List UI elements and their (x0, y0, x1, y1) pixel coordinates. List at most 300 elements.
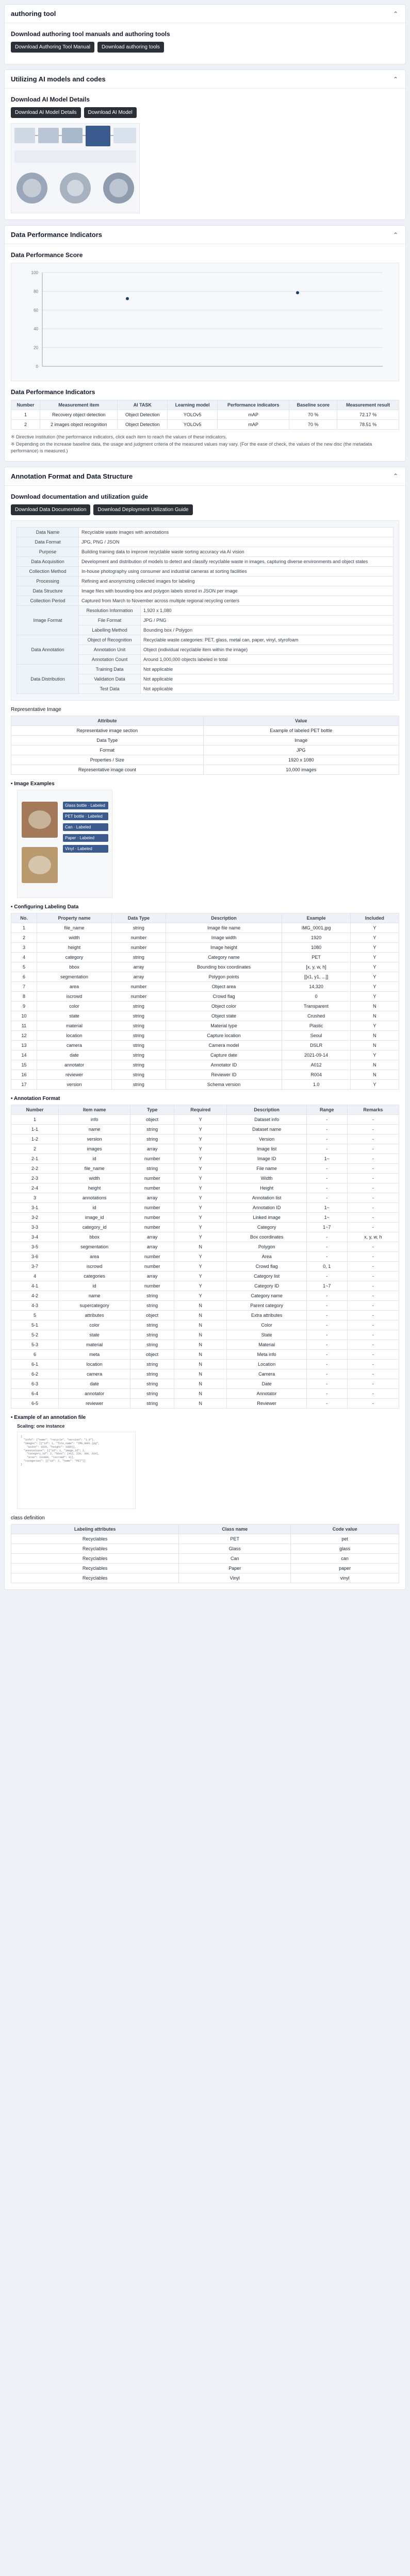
data-profile-label: Data Name (17, 527, 79, 537)
config-cell: 4 (11, 952, 37, 962)
annot-cell: string (130, 1330, 174, 1340)
annot-cell: 4-3 (11, 1300, 59, 1310)
annot-row (11, 1193, 399, 1202)
config-cell: 13 (11, 1040, 37, 1050)
annot-cell: - (306, 1310, 347, 1320)
annot-cell: - (306, 1183, 347, 1193)
annot-cell: Area (227, 1251, 307, 1261)
annot-cell: 1~ (306, 1202, 347, 1212)
annot-cell: string (130, 1379, 174, 1388)
data-profile-value: Recyclable waste images with annotations (79, 527, 393, 537)
annot-cell: - (347, 1144, 399, 1154)
annot-row (11, 1183, 399, 1193)
annot-cell: number (130, 1154, 174, 1163)
config-row (11, 923, 399, 933)
annot-cell: number (130, 1281, 174, 1291)
annot-cell: number (130, 1261, 174, 1271)
config-cell: Y (350, 1021, 399, 1030)
data-profile-sub-label: Training Data (79, 664, 141, 674)
class-cell: Recyclables (11, 1563, 179, 1573)
class-cell: vinyl (291, 1573, 399, 1583)
annot-cell: - (306, 1359, 347, 1369)
data-profile-value: Image files with bounding-box and polygon labels stored in JSON per image (79, 586, 393, 596)
data-profile-sub-value: Not applicable (141, 664, 393, 674)
data-profile-row (17, 605, 393, 615)
annot-row (11, 1369, 399, 1379)
annot-cell: N (174, 1379, 227, 1388)
annot-row (11, 1340, 399, 1349)
config-header-0: No. (11, 913, 37, 923)
annot-row (11, 1398, 399, 1408)
annot-cell: annotations (59, 1193, 130, 1202)
annot-cell: - (347, 1281, 399, 1291)
annot-cell: string (130, 1369, 174, 1379)
annot-cell: Category list (227, 1271, 307, 1281)
class-header-2: Code value (291, 1524, 399, 1534)
annot-cell: string (130, 1300, 174, 1310)
data-profile-sub-value: Around 1,000,000 objects labeled in total (141, 654, 393, 664)
annot-cell: State (227, 1330, 307, 1340)
y-tick-label: 100 (31, 270, 38, 275)
config-cell: Object area (166, 981, 282, 991)
chevron-up-icon[interactable]: ⌃ (392, 231, 399, 239)
config-cell: 12 (11, 1030, 37, 1040)
annot-cell: x, y, w, h (347, 1232, 399, 1242)
config-cell: array (112, 972, 166, 981)
annot-cell: - (347, 1359, 399, 1369)
annot-row (11, 1202, 399, 1212)
config-cell: string (112, 1030, 166, 1040)
annot-cell: File name (227, 1163, 307, 1173)
config-cell: 3 (11, 942, 37, 952)
annot-cell: N (174, 1388, 227, 1398)
data-profile-sub-label: Test Data (79, 684, 141, 693)
annot-cell: 4 (11, 1271, 59, 1281)
config-cell: Transparent (282, 1001, 350, 1011)
annot-cell: array (130, 1232, 174, 1242)
config-cell: Capture date (166, 1050, 282, 1060)
perf-cell: Object Detection (118, 420, 168, 430)
data-profile-label: Data Structure (17, 586, 79, 596)
annot-cell: Location (227, 1359, 307, 1369)
config-cell: 1080 (282, 942, 350, 952)
annot-cell: 1~7 (306, 1281, 347, 1291)
authoring-tool-panel (4, 4, 406, 64)
rep-row (11, 765, 399, 774)
annot-cell: 3-6 (11, 1251, 59, 1261)
annot-cell: Y (174, 1222, 227, 1232)
y-tick-label: 80 (34, 289, 38, 294)
class-row (11, 1573, 399, 1583)
class-cell: Paper (179, 1563, 291, 1573)
annot-row (11, 1173, 399, 1183)
annot-cell: Width (227, 1173, 307, 1183)
annot-cell: annotator (59, 1388, 130, 1398)
data-profile-row (17, 566, 393, 576)
config-row (11, 933, 399, 942)
annot-cell: - (347, 1320, 399, 1330)
config-cell: Seoul (282, 1030, 350, 1040)
annotation-header[interactable] (5, 467, 405, 486)
annot-cell: image_id (59, 1212, 130, 1222)
config-cell: string (112, 1040, 166, 1050)
annot-header-4: Description (227, 1105, 307, 1114)
model-diagram-graphic (11, 124, 139, 213)
config-cell: Image file name (166, 923, 282, 933)
data-profile-row (17, 547, 393, 556)
performance-panel (4, 225, 406, 462)
annot-cell: - (347, 1310, 399, 1320)
download-documentation-button[interactable]: Download Data Documentation (11, 504, 90, 515)
annot-cell: 3-4 (11, 1232, 59, 1242)
annot-cell: 6-1 (11, 1359, 59, 1369)
image-examples-label: • Image Examples (11, 781, 55, 787)
config-cell: 1 (11, 923, 37, 933)
annot-cell: Dataset info (227, 1114, 307, 1124)
chart-title: Data Performance Score (11, 251, 83, 259)
config-cell: string (112, 1021, 166, 1030)
annot-cell: number (130, 1251, 174, 1261)
data-profile-value: In-house photography using consumer and industrial cameras at sorting facilities (79, 566, 393, 576)
annot-cell: Category name (227, 1291, 307, 1300)
config-cell: 1920 (282, 933, 350, 942)
perf-header-2: AI TASK (118, 400, 168, 410)
config-cell: category (37, 952, 111, 962)
class-row (11, 1563, 399, 1573)
annot-cell: string (130, 1340, 174, 1349)
annot-cell: 0, 1 (306, 1261, 347, 1271)
annot-cell: - (347, 1173, 399, 1183)
chevron-up-icon[interactable]: ⌃ (392, 75, 399, 83)
rep-cell: JPG (203, 745, 399, 755)
example-tag: PET bottle · Labeled (63, 812, 108, 820)
representative-label: Representative Image (11, 706, 61, 713)
annot-header-1: Item name (59, 1105, 130, 1114)
annot-cell: - (306, 1340, 347, 1349)
example-tag: Vinyl · Labeled (63, 845, 108, 853)
annot-cell: string (130, 1124, 174, 1134)
download-ai-details-button[interactable]: Download AI Model Details (11, 107, 81, 118)
perf-table-title: Data Performance Indicators (11, 388, 95, 396)
config-cell: string (112, 1060, 166, 1070)
performance-title: Data Performance Indicators (11, 231, 103, 239)
annot-cell: - (306, 1379, 347, 1388)
annot-cell: Y (174, 1173, 227, 1183)
perf-cell: 72.17 % (337, 410, 399, 420)
perf-cell: mAP (218, 420, 289, 430)
config-cell: Y (350, 991, 399, 1001)
config-cell: N (350, 1011, 399, 1021)
config-row (11, 962, 399, 972)
download-manual-button[interactable]: Download Authoring Tool Manual (11, 42, 94, 53)
annot-cell: N (174, 1242, 227, 1251)
data-profile-label: Collection Period (17, 596, 79, 605)
config-cell: Object state (166, 1011, 282, 1021)
performance-chart (11, 263, 399, 381)
data-profile-row (17, 586, 393, 596)
config-cell: string (112, 1011, 166, 1021)
config-cell: string (112, 1001, 166, 1011)
rep-header-1: Value (203, 716, 399, 725)
config-cell: 2 (11, 933, 37, 942)
annot-cell: - (347, 1114, 399, 1124)
download-ai-model-button[interactable]: Download AI Model (84, 107, 137, 118)
annot-cell: Polygon (227, 1242, 307, 1251)
config-cell: 15 (11, 1060, 37, 1070)
config-cell: color (37, 1001, 111, 1011)
annot-cell: - (306, 1369, 347, 1379)
data-profile-row (17, 527, 393, 537)
annot-row (11, 1124, 399, 1134)
authoring-tool-subtitle: Download authoring tool manuals and authoring tools (11, 30, 170, 38)
annot-cell: 4-1 (11, 1281, 59, 1291)
config-cell: camera (37, 1040, 111, 1050)
data-profile-sub-label: Annotation Count (79, 654, 141, 664)
annot-cell: Height (227, 1183, 307, 1193)
annot-row (11, 1271, 399, 1281)
annot-row (11, 1251, 399, 1261)
annot-cell: N (174, 1349, 227, 1359)
config-cell: Crushed (282, 1011, 350, 1021)
config-row (11, 991, 399, 1001)
class-cell: PET (179, 1534, 291, 1544)
config-row (11, 1040, 399, 1050)
example-sub: Scaling: one instance (17, 1423, 65, 1429)
annot-row (11, 1330, 399, 1340)
config-cell: 6 (11, 972, 37, 981)
download-guide-button[interactable]: Download Deployment Utilization Guide (93, 504, 192, 515)
config-cell: 1.0 (282, 1079, 350, 1089)
annot-cell: - (347, 1193, 399, 1202)
config-cell: Y (350, 972, 399, 981)
annot-cell: Y (174, 1183, 227, 1193)
config-cell: date (37, 1050, 111, 1060)
data-profile-label: Data Format (17, 537, 79, 547)
annotation-panel (4, 467, 406, 1590)
config-cell: N (350, 1030, 399, 1040)
annot-cell: N (174, 1369, 227, 1379)
annot-cell: - (347, 1340, 399, 1349)
config-cell: DSLR (282, 1040, 350, 1050)
annot-cell: 2 (11, 1144, 59, 1154)
annotation-format-table (11, 1105, 399, 1409)
annot-cell: - (306, 1349, 347, 1359)
annot-cell: Crowd flag (227, 1261, 307, 1271)
annot-cell: string (130, 1359, 174, 1369)
ai-model-diagram (11, 123, 140, 213)
annot-cell: images (59, 1144, 130, 1154)
perf-header-1: Measurement item (40, 400, 118, 410)
annot-cell: array (130, 1271, 174, 1281)
annot-cell: file_name (59, 1163, 130, 1173)
annot-cell: version (59, 1134, 130, 1144)
config-row (11, 1070, 399, 1079)
data-profile-row (17, 596, 393, 605)
annot-cell: 2-3 (11, 1173, 59, 1183)
annot-row (11, 1261, 399, 1271)
annot-cell: bbox (59, 1232, 130, 1242)
annot-cell: - (347, 1261, 399, 1271)
annot-cell: Camera (227, 1369, 307, 1379)
config-cell: 11 (11, 1021, 37, 1030)
data-profile-value: Captured from March to November across multiple regional recycling centers (79, 596, 393, 605)
data-profile-value: Development and distribution of models to detect and classify recyclable waste in images, capturing diverse environments and object states (79, 556, 393, 566)
annot-cell: categories (59, 1271, 130, 1281)
annot-cell: array (130, 1144, 174, 1154)
annot-header-3: Required (174, 1105, 227, 1114)
annot-cell: 1-2 (11, 1134, 59, 1144)
annot-cell: N (174, 1310, 227, 1320)
annot-cell: state (59, 1330, 130, 1340)
annot-cell: attributes (59, 1310, 130, 1320)
annot-cell: - (347, 1349, 399, 1359)
class-cell: Vinyl (179, 1573, 291, 1583)
performance-table (11, 400, 399, 430)
config-cell: Y (350, 1050, 399, 1060)
annot-cell: - (306, 1124, 347, 1134)
perf-cell: mAP (218, 410, 289, 420)
annot-cell: number (130, 1202, 174, 1212)
image-examples-text: Image Examples (14, 781, 55, 787)
data-profile-value: JPG, PNG / JSON (79, 537, 393, 547)
ai-model-header[interactable] (5, 70, 405, 89)
config-header-3: Description (166, 913, 282, 923)
annot-cell: id (59, 1202, 130, 1212)
config-cell: Capture location (166, 1030, 282, 1040)
data-profile-row (17, 576, 393, 586)
config-cell: 17 (11, 1079, 37, 1089)
annot-cell: string (130, 1163, 174, 1173)
annot-cell: 6-3 (11, 1379, 59, 1388)
annot-cell: - (347, 1398, 399, 1408)
class-table (11, 1524, 399, 1583)
annot-cell: Y (174, 1232, 227, 1242)
chevron-up-icon[interactable]: ⌃ (392, 10, 399, 18)
annot-row (11, 1144, 399, 1154)
data-profile-label: Purpose (17, 547, 79, 556)
rep-header-0: Attribute (11, 716, 204, 725)
config-cell: Reviewer ID (166, 1070, 282, 1079)
annot-cell: 1-1 (11, 1124, 59, 1134)
annot-cell: array (130, 1242, 174, 1251)
config-header-5: Included (350, 913, 399, 923)
class-cell: Recyclables (11, 1573, 179, 1583)
annot-cell: Annotation ID (227, 1202, 307, 1212)
y-tick-label: 20 (34, 345, 38, 350)
annot-cell: N (174, 1300, 227, 1310)
annotation-subtitle: Download documentation and utilization guide (11, 493, 148, 500)
annot-cell: Version (227, 1134, 307, 1144)
config-cell: height (37, 942, 111, 952)
annot-cell: object (130, 1349, 174, 1359)
annot-cell: - (306, 1242, 347, 1251)
performance-header[interactable] (5, 226, 405, 244)
perf-cell: 2 images object recognition (40, 420, 118, 430)
annot-cell: color (59, 1320, 130, 1330)
config-cell: string (112, 952, 166, 962)
chevron-up-icon[interactable]: ⌃ (392, 472, 399, 480)
rep-row (11, 745, 399, 755)
data-profile-value: Refining and anonymizing collected images for labeling (79, 576, 393, 586)
annot-cell: object (130, 1114, 174, 1124)
data-profile-sub-value: JPG / PNG (141, 615, 393, 625)
annot-cell: Y (174, 1114, 227, 1124)
annot-cell: - (347, 1388, 399, 1398)
config-row (11, 1030, 399, 1040)
data-profile-sub-value: Object (individual recyclable item within the image) (141, 645, 393, 654)
config-cell: Polygon points (166, 972, 282, 981)
config-cell: N (350, 1040, 399, 1050)
annot-cell: - (306, 1320, 347, 1330)
annot-cell: reviewer (59, 1398, 130, 1408)
annot-cell: - (347, 1330, 399, 1340)
annot-cell: - (306, 1193, 347, 1202)
annotation-format-text: Annotation Format (13, 1095, 60, 1101)
perf-cell: 2 (11, 420, 40, 430)
annot-cell: width (59, 1173, 130, 1183)
annot-cell: height (59, 1183, 130, 1193)
annot-cell: 5-2 (11, 1330, 59, 1340)
config-cell: Bounding box coordinates (166, 962, 282, 972)
annot-cell: - (347, 1369, 399, 1379)
config-cell: 9 (11, 1001, 37, 1011)
config-cell: 8 (11, 991, 37, 1001)
config-table (11, 913, 399, 1090)
annot-cell: segmentation (59, 1242, 130, 1251)
data-profile-sub-value: 1,920 x 1,080 (141, 605, 393, 615)
annot-cell: number (130, 1173, 174, 1183)
class-cell: Glass (179, 1544, 291, 1553)
data-profile-label: Data Acquisition (17, 556, 79, 566)
annot-cell: - (347, 1300, 399, 1310)
annot-cell: - (347, 1212, 399, 1222)
annot-cell: - (347, 1154, 399, 1163)
annot-cell: id (59, 1154, 130, 1163)
config-cell: file_name (37, 923, 111, 933)
annot-cell: 1~7 (306, 1222, 347, 1232)
download-tools-button[interactable]: Download authoring tools (97, 42, 164, 53)
annot-cell: - (347, 1134, 399, 1144)
annot-cell: Dataset name (227, 1124, 307, 1134)
annot-cell: N (174, 1320, 227, 1330)
perf-cell: YOLOv5 (168, 410, 218, 420)
annot-cell: 6-4 (11, 1388, 59, 1398)
perf-cell: 70 % (289, 410, 337, 420)
authoring-tool-header[interactable] (5, 5, 405, 23)
perf-header-0: Number (11, 400, 40, 410)
rep-cell: Image (203, 735, 399, 745)
data-profile-table (17, 527, 393, 694)
annot-cell: - (306, 1330, 347, 1340)
annot-cell: 2-4 (11, 1183, 59, 1193)
class-row (11, 1544, 399, 1553)
image-example-preview (17, 790, 112, 898)
data-profile-group-label: Data Annotation (17, 635, 79, 664)
annot-cell: Category ID (227, 1281, 307, 1291)
config-cell: area (37, 981, 111, 991)
annot-cell: - (306, 1144, 347, 1154)
annot-row (11, 1379, 399, 1388)
data-profile-sub-label: Annotation Unit (79, 645, 141, 654)
rep-cell: Format (11, 745, 204, 755)
annot-cell: - (306, 1114, 347, 1124)
annot-row (11, 1320, 399, 1330)
class-cell: Recyclables (11, 1534, 179, 1544)
config-cell: Y (350, 1079, 399, 1089)
config-row (11, 1050, 399, 1060)
annot-cell: 2-2 (11, 1163, 59, 1173)
annot-cell: object (130, 1310, 174, 1320)
